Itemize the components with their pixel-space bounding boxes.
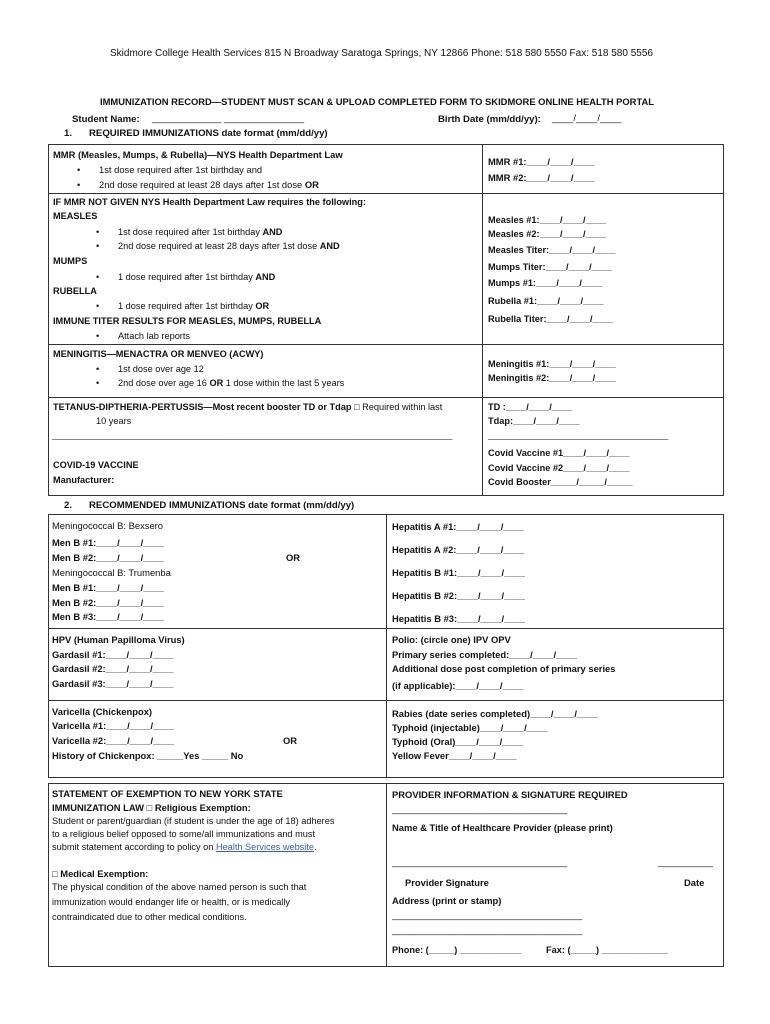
mumps-1-field[interactable]: Mumps #1:____/____/____: [488, 278, 603, 288]
provider-address-line-2[interactable]: ______________________________________: [392, 925, 583, 935]
meningitis-2-field[interactable]: Meningitis #2:____/____/____: [488, 373, 616, 383]
table-divider: [386, 783, 387, 967]
covid-2-field[interactable]: Covid Vaccine #2____/____/____: [488, 463, 630, 473]
covid-title: COVID-19 VACCINE: [53, 460, 139, 470]
polio-primary-field[interactable]: Primary series completed:____/____/____: [392, 649, 578, 660]
health-services-link[interactable]: Health Services website: [215, 842, 314, 852]
rubella-heading: RUBELLA: [53, 286, 97, 296]
exemption-title-1: STATEMENT OF EXEMPTION TO NEW YORK STATE: [52, 788, 283, 799]
mumps-titer-field[interactable]: Mumps Titer:____/____/____: [488, 262, 612, 272]
hpv-title: HPV (Human Papilloma Virus): [52, 634, 185, 645]
form-title: IMMUNIZATION RECORD—STUDENT MUST SCAN & UPLOAD COMPLETED FORM TO SKIDMORE ONLINE HEALTH PORTAL: [100, 96, 654, 107]
provider-signature-label: Provider Signature: [405, 877, 489, 888]
tdap-note-2: 10 years: [96, 416, 132, 426]
measles-1-field[interactable]: Measles #1:____/____/____: [488, 215, 607, 225]
polio-additional-label: Additional dose post completion of primary series: [392, 663, 616, 674]
section-1-number: 1.: [64, 128, 73, 139]
bullet: •: [96, 364, 100, 374]
trumenba-1-field[interactable]: Men B #1:____/____/____: [52, 582, 165, 593]
row-divider: [48, 344, 724, 345]
provider-name-label: Name & Title of Healthcare Provider (please print): [392, 822, 613, 833]
meningitis-title: MENINGITIS—MENACTRA OR MENVEO (ACWY): [53, 349, 264, 359]
provider-title: PROVIDER INFORMATION & SIGNATURE REQUIRED: [392, 789, 628, 800]
covid-booster-field[interactable]: Covid Booster_____/_____/_____: [488, 477, 633, 487]
student-name-label: Student Name:: [72, 114, 140, 125]
mmr-2-field[interactable]: MMR #2:____/____/____: [488, 172, 595, 183]
tdap-checkbox[interactable]: □: [354, 402, 360, 412]
gardasil-1-field[interactable]: Gardasil #1:____/____/____: [52, 649, 174, 660]
measles-titer-field[interactable]: Measles Titer:____/____/____: [488, 245, 616, 255]
row-divider: [48, 397, 724, 398]
tdap-extra-line: ____________________________________: [488, 430, 669, 440]
bullet: •: [77, 179, 81, 190]
polio-title[interactable]: Polio: (circle one) IPV OPV: [392, 634, 511, 645]
provider-date-line[interactable]: ___________: [658, 857, 714, 867]
bullet: •: [96, 227, 100, 237]
medical-exemption-checkbox[interactable]: □ Medical Exemption:: [52, 868, 149, 879]
hep-b-1-field[interactable]: Hepatitis B #1:____/____/____: [392, 567, 525, 578]
bullet-text: 2nd dose required at least 28 days after 1st dose OR: [99, 179, 319, 190]
header-address: Skidmore College Health Services 815 N Broadway Saratoga Springs, NY 12866 Phone: 518 580 5550 Fax: 518 580 5556: [110, 48, 653, 59]
mmr-title: MMR (Measles, Mumps, & Rubella)—NYS Health Department Law: [53, 149, 343, 160]
row-divider: [48, 700, 724, 701]
bullet-text: 1st dose over age 12: [118, 364, 204, 374]
trumenba-2-field[interactable]: Men B #2:____/____/____: [52, 597, 165, 608]
bullet-text: 1st dose required after 1st birthday and: [99, 164, 263, 175]
religious-exemption-checkbox[interactable]: IMMUNIZATION LAW □ Religious Exemption:: [52, 802, 251, 813]
birth-date-field[interactable]: ____/____/____: [552, 113, 622, 124]
gardasil-2-field[interactable]: Gardasil #2:____/____/____: [52, 663, 174, 674]
rubella-titer-field[interactable]: Rubella Titer:____/____/____: [488, 314, 613, 324]
bullet-text: 1 dose required after 1st birthday AND: [118, 272, 276, 282]
medical-text-1: The physical condition of the above named person is such that: [52, 882, 307, 892]
exemption-text-3-end: .: [313, 842, 317, 852]
meningitis-1-field[interactable]: Meningitis #1:____/____/____: [488, 359, 616, 369]
mumps-heading: MUMPS: [53, 256, 88, 266]
td-field[interactable]: TD :____/____/____: [488, 402, 573, 412]
bullet-text: 1 dose required after 1st birthday OR: [118, 301, 270, 311]
bexsero-1-field[interactable]: Men B #1:____/____/____: [52, 537, 165, 548]
covid-1-field[interactable]: Covid Vaccine #1____/____/____: [488, 448, 630, 458]
medical-text-2: immunization would endanger life or health, or is medically: [52, 897, 290, 907]
bexsero-2-field[interactable]: Men B #2:____/____/____: [52, 552, 165, 563]
hep-a-2-field[interactable]: Hepatitis A #2:____/____/____: [392, 544, 525, 555]
provider-address-line-1[interactable]: ______________________________________: [392, 910, 583, 920]
rubella-1-field[interactable]: Rubella #1:____/____/____: [488, 296, 604, 306]
polio-additional-field[interactable]: (if applicable):____/____/____: [392, 680, 524, 691]
covid-manufacturer[interactable]: Manufacturer:: [53, 475, 115, 485]
bullet-text: Attach lab reports: [118, 331, 191, 341]
provider-name-line[interactable]: ___________________________________: [392, 804, 568, 814]
section-2-heading: RECOMMENDED IMMUNIZATIONS date format (mm/dd/yy): [89, 500, 355, 511]
titer-heading: IMMUNE TITER RESULTS FOR MEASLES, MUMPS, RUBELLA: [53, 316, 322, 326]
chickenpox-history-field[interactable]: History of Chickenpox: _____Yes _____ No: [52, 750, 244, 761]
provider-signature-line[interactable]: ___________________________________: [392, 857, 568, 867]
gardasil-3-field[interactable]: Gardasil #3:____/____/____: [52, 678, 174, 689]
table-divider: [386, 514, 387, 778]
table-divider: [482, 144, 483, 496]
hep-b-3-field[interactable]: Hepatitis B #3:____/____/____: [392, 613, 525, 624]
measles-heading: MEASLES: [53, 211, 98, 221]
provider-fax-field[interactable]: Fax: (_____) _____________: [546, 945, 669, 955]
provider-date-label: Date: [684, 877, 705, 888]
measles-2-field[interactable]: Measles #2:____/____/____: [488, 229, 607, 239]
varicella-1-field[interactable]: Varicella #1:____/____/____: [52, 720, 174, 731]
student-name-field[interactable]: _____________ _______________: [152, 113, 305, 124]
medical-text-3: contraindicated due to other medical conditions.: [52, 912, 247, 922]
exemption-text-2: to a religious belief opposed to some/all immunizations and must: [52, 829, 316, 839]
tdap-note: Required within last: [362, 402, 443, 412]
varicella-2-field[interactable]: Varicella #2:____/____/____: [52, 735, 174, 746]
mmr-1-field[interactable]: MMR #1:____/____/____: [488, 156, 595, 167]
yellow-fever-field[interactable]: Yellow Fever____/____/____: [392, 750, 517, 761]
row-divider: [48, 193, 724, 194]
section-2-number: 2.: [64, 500, 73, 511]
exemption-text-1: Student or parent/guardian (if student is under the age of 18) adheres: [52, 816, 335, 826]
trumenba-3-field[interactable]: Men B #3:____/____/____: [52, 611, 165, 622]
provider-phone-field[interactable]: Phone: (_____) ____________: [392, 945, 522, 955]
birth-date-label: Birth Date (mm/dd/yy):: [438, 114, 541, 125]
bullet-text: 2nd dose required at least 28 days after 1st dose AND: [118, 241, 340, 251]
bullet: •: [96, 272, 100, 282]
tdap-line: ________________________________________________________________________________: [52, 430, 453, 440]
section-1-heading: REQUIRED IMMUNIZATIONS date format (mm/dd/yy): [89, 128, 328, 139]
tdap-field[interactable]: Tdap:____/____/____: [488, 416, 580, 426]
varicella-title: Varicella (Chickenpox): [52, 706, 153, 717]
bullet-text: 2nd dose over age 16 OR 1 dose within the last 5 years: [118, 378, 345, 388]
hep-a-1-field[interactable]: Hepatitis A #1:____/____/____: [392, 521, 525, 532]
bullet-text: 1st dose required after 1st birthday AND: [118, 227, 283, 237]
provider-address-label: Address (print or stamp): [392, 895, 502, 906]
row-divider: [48, 628, 724, 629]
bullet: •: [96, 301, 100, 311]
bullet: •: [96, 378, 100, 388]
alt-title: IF MMR NOT GIVEN NYS Health Department Law requires the following:: [53, 197, 366, 207]
exemption-text-3: submit statement according to policy on: [52, 842, 216, 852]
bexsero-title: Meningococcal B: Bexsero: [52, 520, 163, 531]
typhoid-oral-field[interactable]: Typhoid (Oral)____/____/____: [392, 736, 524, 747]
exemption-text-3-row: [52, 842, 317, 852]
hep-b-2-field[interactable]: Hepatitis B #2:____/____/____: [392, 590, 525, 601]
bullet: •: [77, 164, 81, 175]
bullet: •: [96, 241, 100, 251]
typhoid-injectable-field[interactable]: Typhoid (injectable)____/____/____: [392, 722, 548, 733]
tdap-title-row: [53, 402, 442, 412]
trumenba-title: Meningococcal B: Trumenba: [52, 567, 171, 578]
tdap-title: TETANUS-DIPTHERIA-PERTUSSIS—Most recent booster TD or Tdap: [53, 402, 352, 412]
men-b-or: OR: [286, 552, 301, 563]
rabies-field[interactable]: Rabies (date series completed)____/____/____: [392, 708, 598, 719]
bullet: •: [96, 331, 100, 341]
varicella-or: OR: [283, 735, 298, 746]
